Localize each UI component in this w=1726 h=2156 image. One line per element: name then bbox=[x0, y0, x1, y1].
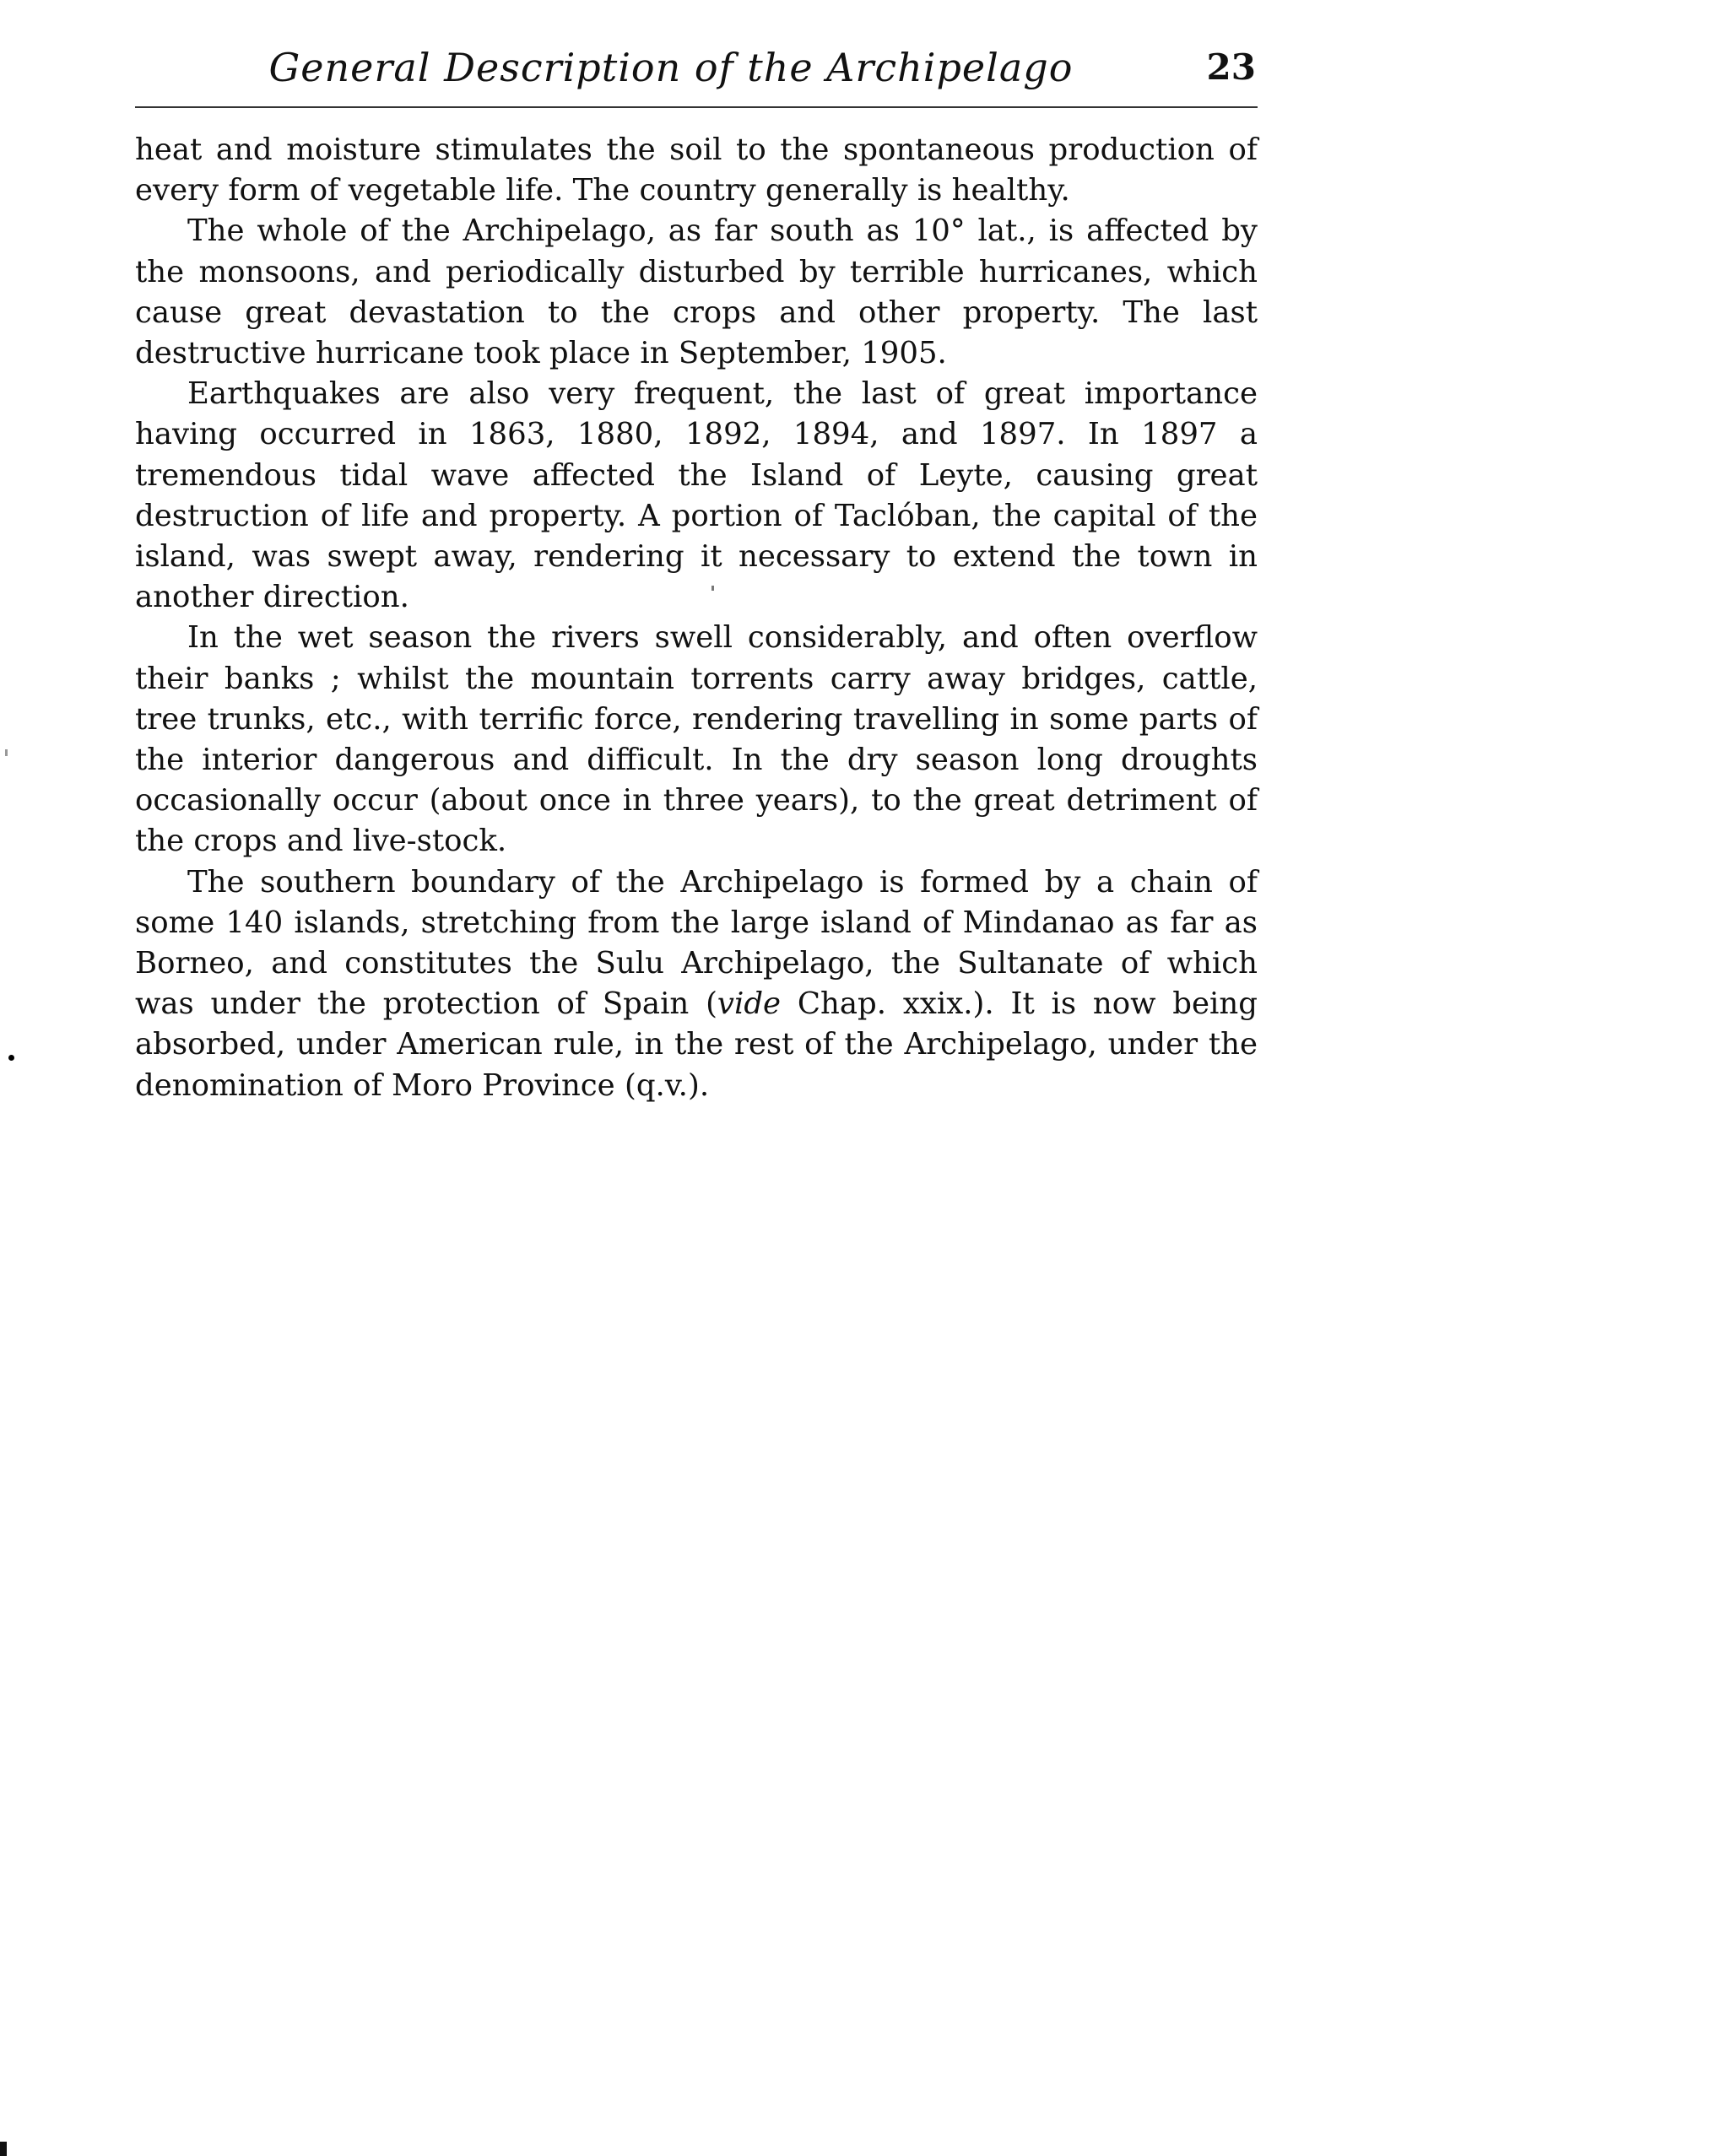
scan-speck bbox=[5, 749, 8, 756]
scan-speck bbox=[8, 1055, 14, 1061]
running-head bbox=[135, 37, 1258, 98]
running-title: General Description of the Archipelago bbox=[268, 45, 1074, 90]
paragraph-5-text-before: The southern boundary of the Archipelago is formed by a chain of some 140 islands, stretching from the large island of Mindanao as far as Borneo, and constitutes the Sulu Archipelago, the Sultanate of which was under the protection of Spain ( bbox=[135, 864, 1258, 1022]
paragraph-1: heat and moisture stimulates the soil to the spontaneous production of every form of vegetable life. The country generally is healthy. bbox=[135, 132, 1258, 208]
paragraph-3: Earthquakes are also very frequent, the last of great importance having occurred in 1863, 1880, 1892, 1894, and 1897. In 1897 a tremendous tidal wave affected the Island of Leyte, causing great destruction of life and property. A portion of Taclóban, the capital of the island, was swept away, rendering it necessary to extend the town in another direction. bbox=[135, 376, 1258, 615]
page-number: 23 bbox=[1206, 46, 1256, 88]
paragraph-4: In the wet season the rivers swell considerably, and often overflow their banks ; whilst the mountain torrents carry away bridges, cattle, tree trunks, etc., with terrific force, rendering travelling in some parts of the interior dangerous and difficult. In the dry season long droughts occasionally occur (about once in three years), to the great detriment of the crops and live-stock. bbox=[135, 620, 1258, 859]
scan-speck bbox=[712, 586, 714, 591]
scan-corner-mark bbox=[0, 2142, 7, 2156]
paragraph-2: The whole of the Archipelago, as far south as 10° lat., is affected by the monsoons, and periodically disturbed by terrible hurricanes, which cause great devastation to the crops and other property. The last destructive hurricane took place in September, 1905. bbox=[135, 213, 1258, 371]
paragraph-5 bbox=[135, 862, 1258, 1106]
paragraph-5-italic: vide bbox=[717, 986, 782, 1022]
header-rule bbox=[135, 106, 1258, 108]
body-text bbox=[135, 130, 1258, 1106]
paragraph-5-text-after: Chap. xxix.). It is now being absorbed, under American rule, in the rest of the Archipelago, under the denomination of Moro Province (q.v.). bbox=[135, 986, 1258, 1103]
